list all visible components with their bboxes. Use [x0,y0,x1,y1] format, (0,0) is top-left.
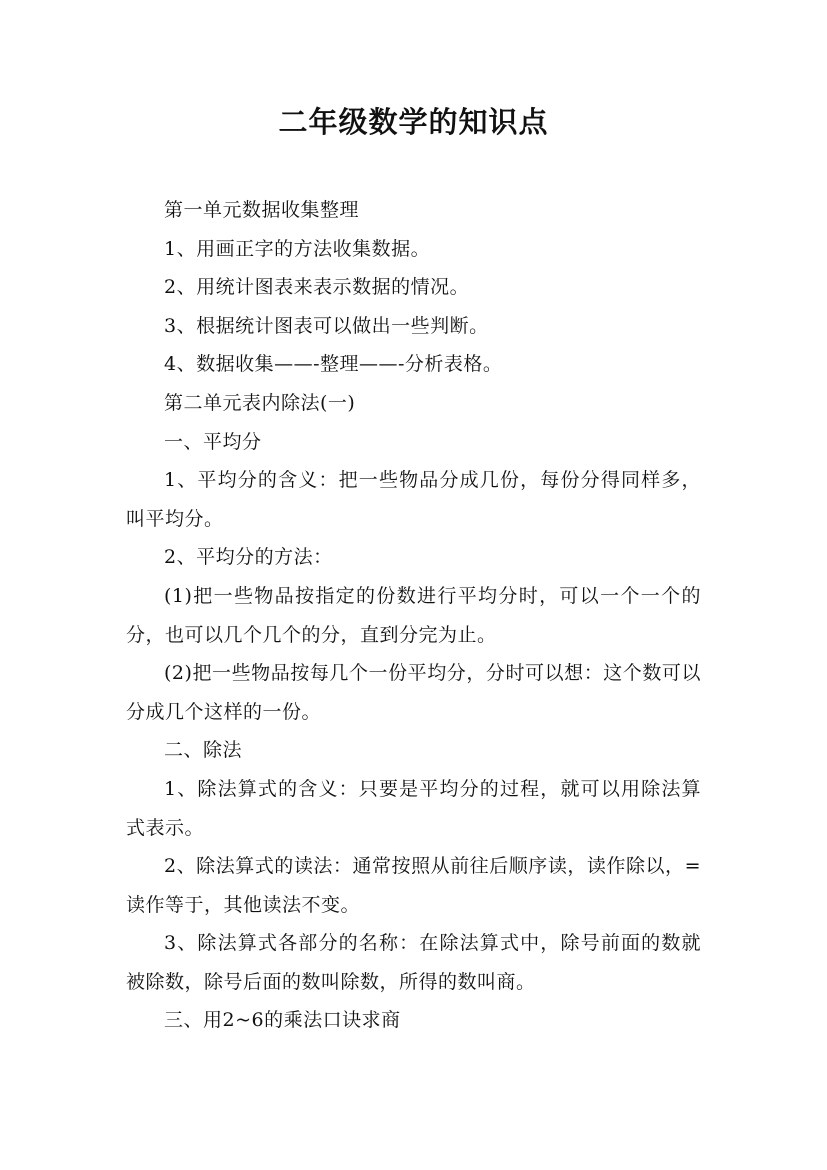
paragraph: 1、除法算式的含义：只要是平均分的过程，就可以用除法算式表示。 [126,777,701,839]
paragraph: 2、用统计图表来表示数据的情况。 [164,276,470,299]
paragraph: 一、平均分 [164,430,262,453]
paragraph: 二、除法 [164,739,243,762]
paragraph: 三、用2~6的乘法口诀求商 [164,1009,401,1032]
paragraph: 2、平均分的方法： [164,546,333,569]
paragraph: 3、根据统计图表可以做出一些判断。 [164,314,489,337]
paragraph: 1、用画正字的方法收集数据。 [164,237,431,260]
paragraph: (2)把一些物品按每几个一份平均分，分时可以想：这个数可以分成几个这样的一份。 [126,662,701,723]
paragraph: 1、平均分的含义：把一些物品分成几份，每份分得同样多，叫平均分。 [126,469,701,530]
document-body [126,191,701,1040]
paragraph: 第一单元数据收集整理 [164,199,360,221]
paragraph: 2、除法算式的读法：通常按照从前往后顺序读，读作除以，=读作等于，其他读法不变。 [126,855,701,916]
paragraph: 4、数据收集——-整理——-分析表格。 [164,353,503,376]
paragraph: 第二单元表内除法(一) [164,391,356,414]
paragraph: 3、除法算式各部分的名称：在除法算式中，除号前面的数就被除数，除号后面的数叫除数，所得的数叫商。 [126,932,701,993]
paragraph: (1)把一些物品按指定的份数进行平均分时，可以一个一个的分，也可以几个几个的分，直到分完为止。 [126,584,701,646]
document-title: 二年级数学的知识点 [278,105,549,139]
